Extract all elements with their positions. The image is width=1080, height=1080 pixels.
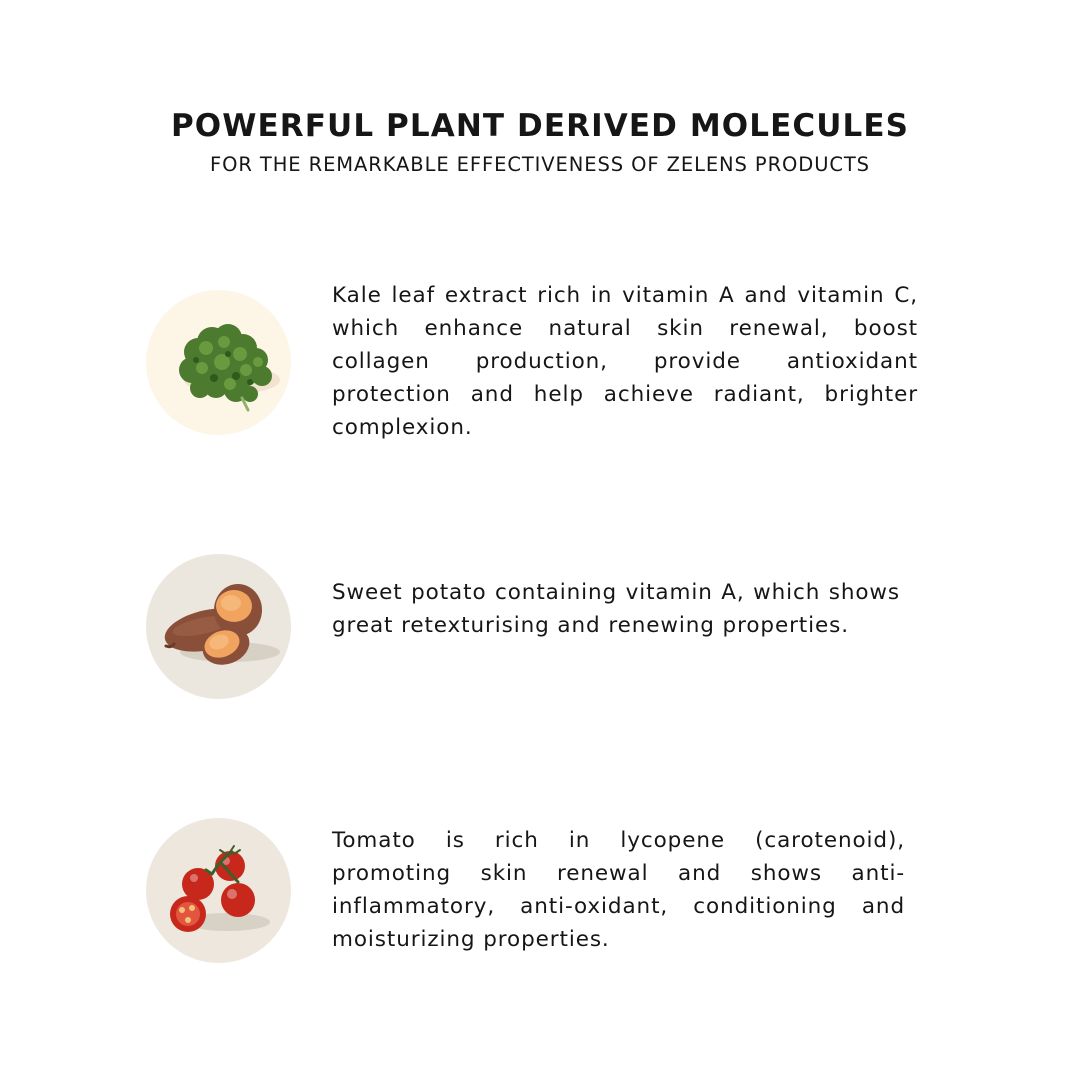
- ingredient-description: Tomato is rich in lycopene (carotenoid), promoting skin renewal and shows anti-inflammatory, anti-oxidant, conditioning and moisturizing properties.: [332, 828, 905, 952]
- page-title: POWERFUL PLANT DERIVED MOLECULES: [170, 108, 910, 144]
- ingredient-description: Sweet potato containing vitamin A, which shows great retexturising and renewing properties.: [332, 580, 900, 638]
- sweet-potato-icon: [146, 554, 291, 699]
- page-subtitle: FOR THE REMARKABLE EFFECTIVENESS OF ZELENS PRODUCTS: [210, 153, 870, 176]
- tomato-icon: [146, 818, 291, 963]
- ingredient-description: Kale leaf extract rich in vitamin A and vitamin C, which enhance natural skin renewal, boost collagen production, provide antioxidant protection and help achieve radiant, brighter complexion.: [332, 283, 918, 440]
- kale-icon: [146, 290, 291, 435]
